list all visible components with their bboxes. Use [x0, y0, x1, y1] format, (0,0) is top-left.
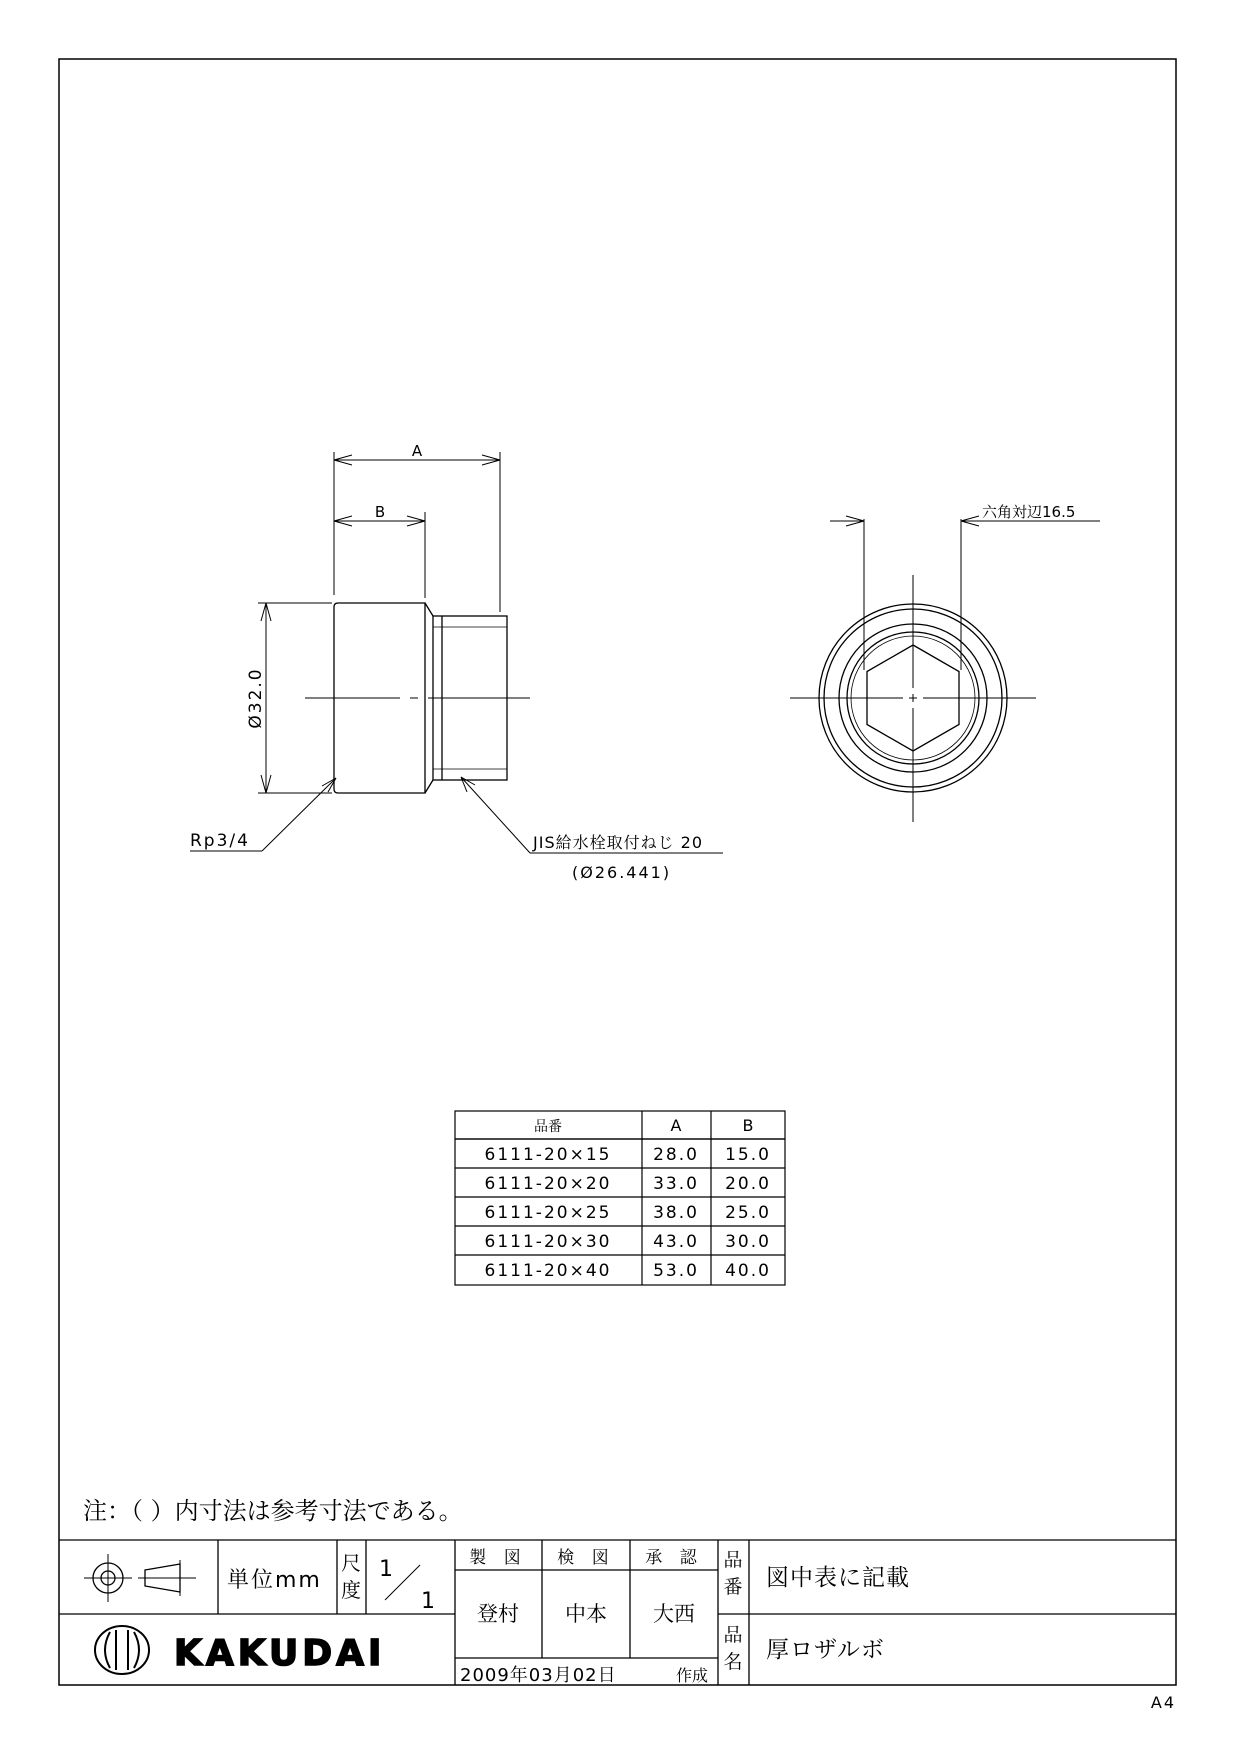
table-cell: 28.0 [653, 1145, 699, 1165]
jis-thread-label: JIS給水栓取付ねじ 20 [533, 833, 704, 852]
company-name: KAKUDAI [174, 1633, 386, 1674]
table-header-b: B [742, 1116, 754, 1135]
dim-a-label: A [411, 442, 423, 460]
part-name-label: 名 [723, 1651, 743, 1673]
third-angle-projection-icon [84, 1554, 196, 1602]
sheet-size: A4 [1150, 1693, 1176, 1712]
diameter-label: Ø32.0 [246, 667, 266, 729]
table-cell: 40.0 [725, 1261, 771, 1281]
scale-label: 度 [341, 1578, 361, 1602]
side-view-labels [190, 442, 703, 882]
part-name-label: 品 [723, 1624, 743, 1646]
table-header-part: 品番 [534, 1119, 562, 1135]
table-cell: 33.0 [653, 1174, 699, 1194]
table-cell: 30.0 [725, 1232, 771, 1252]
drawer-name: 登村 [477, 1602, 519, 1626]
part-number-value: 図中表に記載 [766, 1565, 910, 1591]
scale-denominator: 1 [421, 1589, 435, 1614]
table-cell: 43.0 [653, 1232, 699, 1252]
dimension-table [455, 1111, 785, 1285]
jis-thread-diameter: (Ø26.441) [572, 863, 672, 882]
approved-by-label: 承 認 [645, 1548, 703, 1568]
table-cell: 25.0 [725, 1203, 771, 1223]
hex-size-label: 六角対辺16.5 [982, 503, 1076, 521]
table-cell: 6111-20×25 [484, 1203, 612, 1223]
drawing-note: 注：（ ）内寸法は参考寸法である。 [83, 1497, 463, 1525]
created-label: 作成 [676, 1666, 709, 1685]
title-block [59, 1540, 1176, 1686]
table-cell: 20.0 [725, 1174, 771, 1194]
creation-date: 2009年03月02日 [460, 1665, 617, 1686]
table-cell: 6111-20×30 [484, 1232, 612, 1252]
part-number-label: 番 [723, 1576, 743, 1598]
table-header-a: A [670, 1116, 682, 1135]
unit-label: 単位mm [227, 1568, 322, 1593]
table-cell: 15.0 [725, 1145, 771, 1165]
front-view [790, 516, 1100, 822]
part-name-value: 厚ロザルボ [766, 1637, 885, 1663]
side-view [190, 452, 723, 853]
table-cell: 53.0 [653, 1261, 699, 1281]
table-cell: 6111-20×20 [484, 1174, 612, 1194]
checker-name: 中本 [565, 1602, 607, 1626]
table-cell: 6111-20×40 [484, 1261, 612, 1281]
drawn-by-label: 製 図 [469, 1548, 527, 1568]
scale-numerator: 1 [379, 1557, 393, 1582]
checked-by-label: 検 図 [557, 1548, 615, 1568]
table-cell: 38.0 [653, 1203, 699, 1223]
table-cell: 6111-20×15 [484, 1145, 612, 1165]
rp-thread-label: Rp3/4 [190, 831, 250, 851]
approver-name: 大西 [653, 1602, 695, 1626]
dim-b-label: B [374, 503, 386, 521]
scale-label: 尺 [341, 1551, 361, 1575]
part-number-label: 品 [723, 1549, 743, 1571]
kakudai-logo [95, 1626, 149, 1674]
